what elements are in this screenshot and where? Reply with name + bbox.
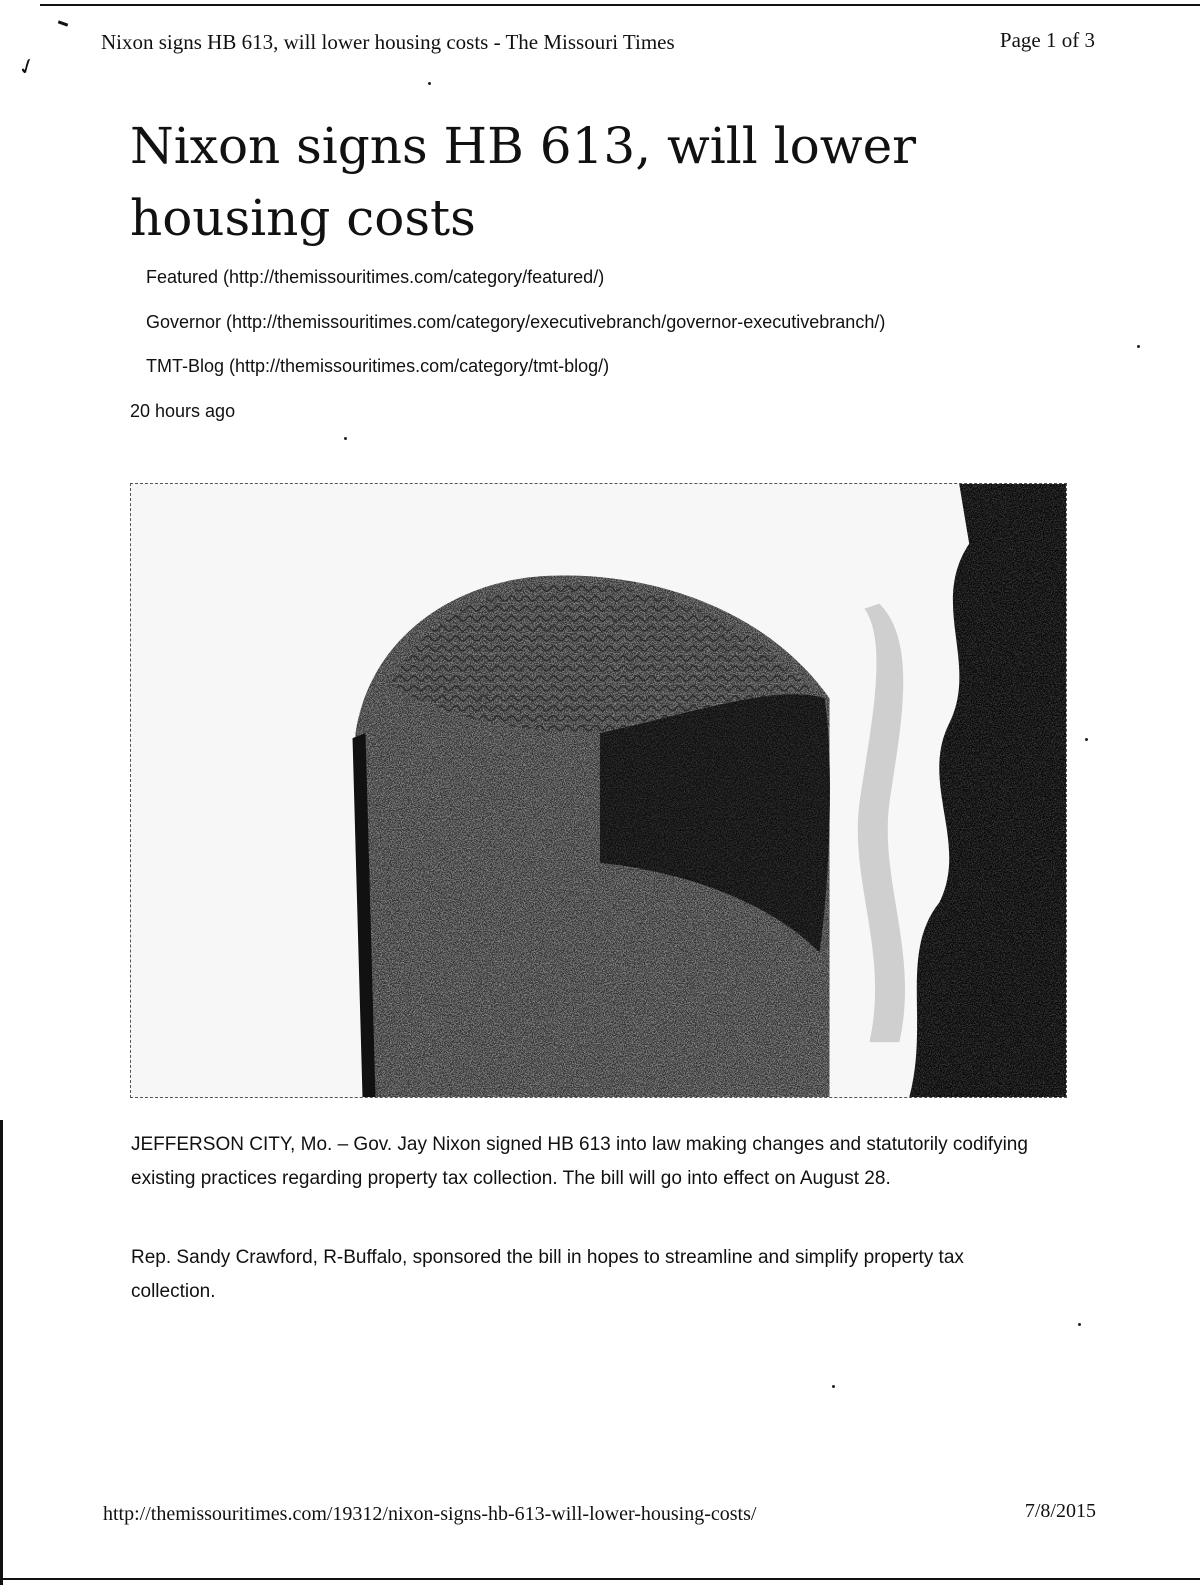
article-headline: Nixon signs HB 613, will lower housing costs [130,117,917,247]
scan-speck [1137,345,1140,348]
article-timestamp: 20 hours ago [130,401,236,421]
article-paragraph: Rep. Sandy Crawford, R-Buffalo, sponsored the bill in hopes to streamline and simplify property tax collection. [131,1247,964,1302]
scan-speck [428,82,431,85]
print-footer-date: 7/8/2015 [1024,1500,1096,1522]
category-link-featured[interactable]: Featured (http://themissouritimes.com/category/featured/) [146,267,605,287]
scan-edge-top [40,4,1200,6]
scan-edge-left [0,1120,3,1585]
category-link-governor[interactable]: Governor (http://themissouritimes.com/category/executivebranch/governor-executivebranch/) [146,312,886,332]
handwritten-check-mark: ✓ [14,52,41,83]
article-photo [130,483,1067,1098]
scan-speck [1078,1323,1081,1326]
print-header-page-number: Page 1 of 3 [999,28,1095,52]
category-link-tmt-blog[interactable]: TMT-Blog (http://themissouritimes.com/category/tmt-blog/) [146,356,610,376]
photo-illustration [131,484,1066,1097]
print-header-title: Nixon signs HB 613, will lower housing costs - The Missouri Times [101,30,675,54]
scan-speck [832,1385,835,1388]
print-footer-url: http://themissouritimes.com/19312/nixon-signs-hb-613-will-lower-housing-costs/ [103,1503,757,1525]
scan-edge-bottom [0,1578,1200,1580]
scan-artifact-mark [58,20,68,26]
article-paragraph: JEFFERSON CITY, Mo. – Gov. Jay Nixon signed HB 613 into law making changes and statutorily codifying existing practices regarding property tax collection. The bill will go into effect on August 28. [131,1134,1028,1189]
scan-speck [1085,738,1088,741]
scan-speck [344,437,347,440]
